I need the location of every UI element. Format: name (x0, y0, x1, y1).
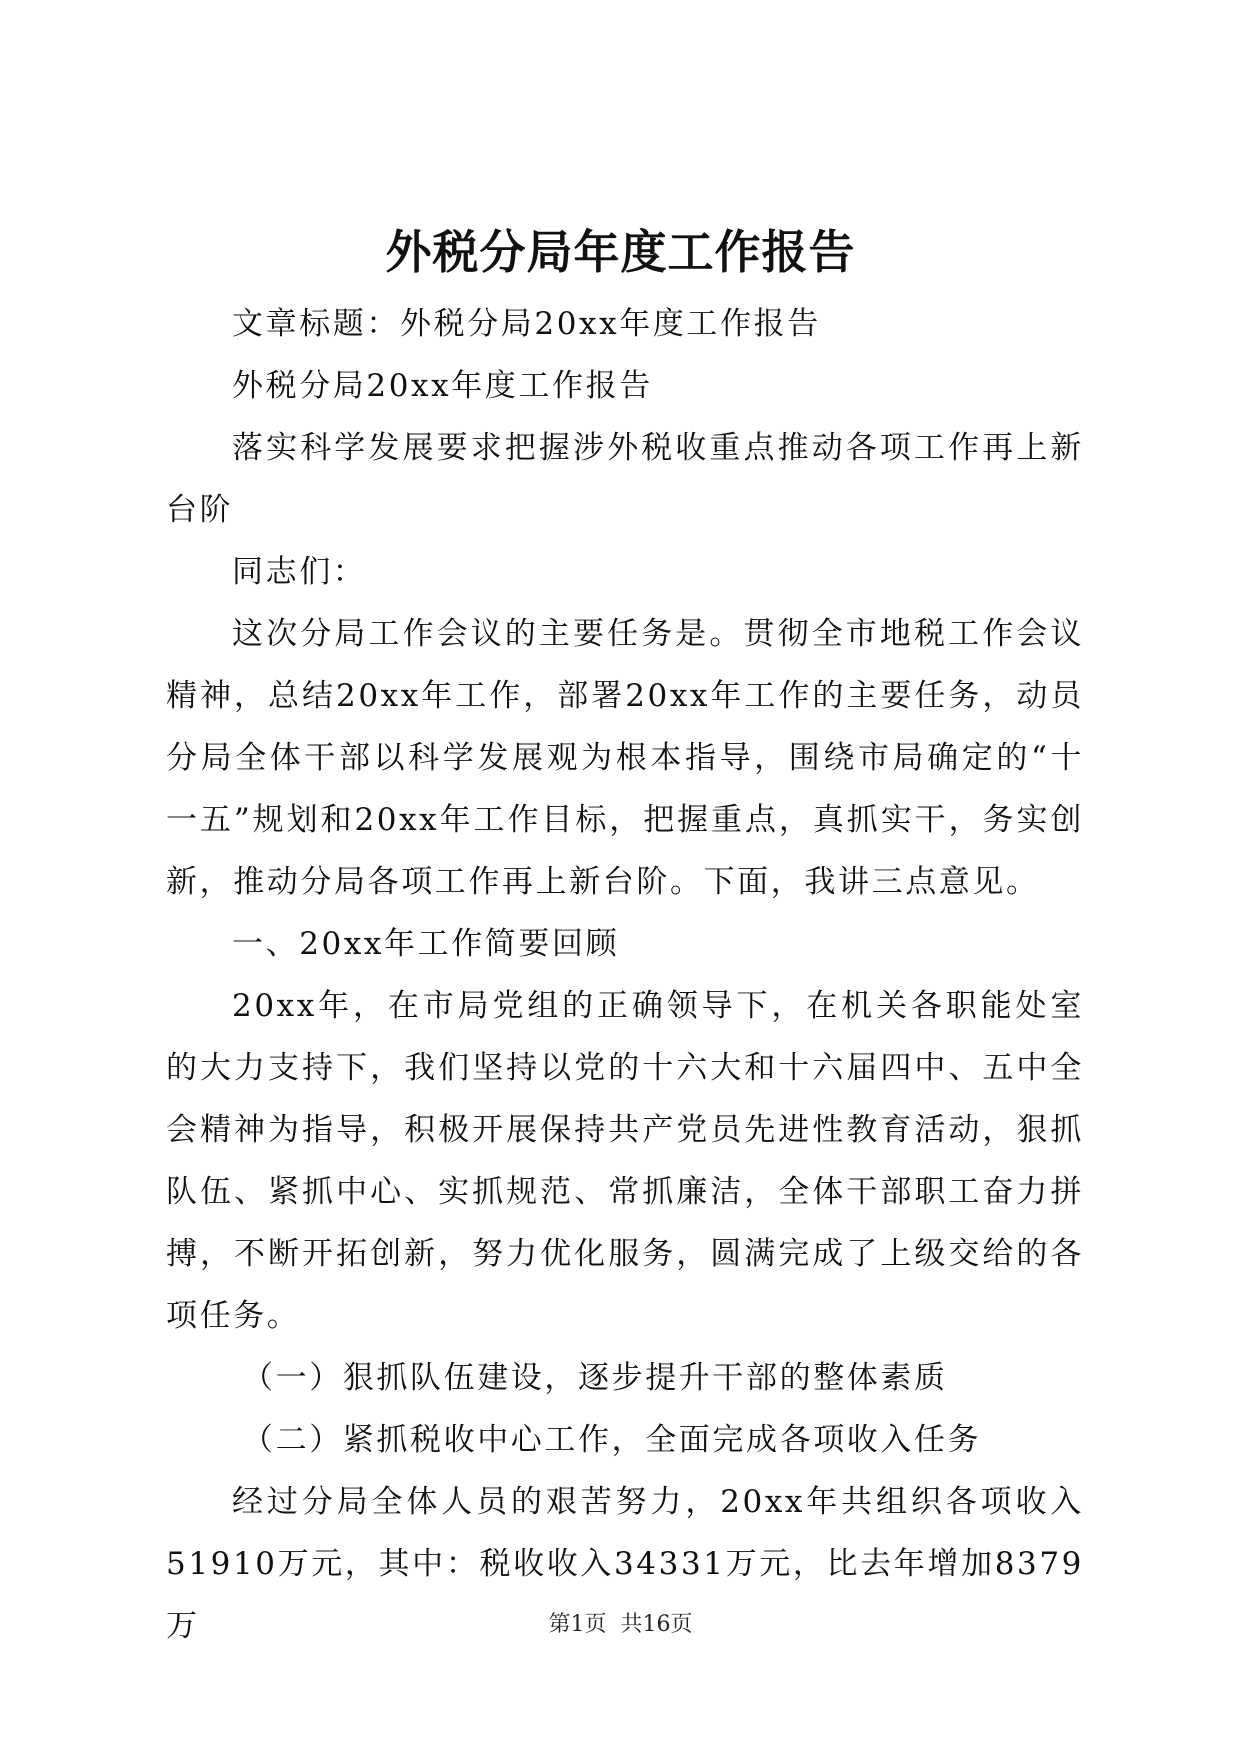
section-heading-1: 一、20xx年工作简要回顾 (232, 926, 620, 962)
page-number: 第1页 (548, 1612, 607, 1637)
document-body (166, 293, 1084, 1657)
salutation: 同志们： (232, 554, 367, 590)
report-name-line: 外税分局20xx年度工作报告 (232, 368, 653, 404)
page-footer (0, 1610, 1241, 1640)
document-title: 外税分局年度工作报告 (385, 225, 856, 279)
subsection-heading-1: （一）狠抓队伍建设，逐步提升干部的整体素质 (242, 1360, 948, 1396)
intro-paragraph: 这次分局工作会议的主要任务是。贯彻全市地税工作会议精神，总结20xx年工作，部署20xx年工作的主要任务，动员分局全体干部以科学发展观为根本指导，围绕市局确定的“十一五”规划和20xx年工作目标，把握重点，真抓实干，务实创新，推动分局各项工作再上新台阶。下面，我讲三点意见。 (166, 616, 1084, 900)
subsection-heading-2: （二）紧抓税收中心工作，全面完成各项收入任务 (242, 1422, 982, 1458)
article-title-line: 文章标题：外税分局20xx年度工作报告 (232, 306, 821, 342)
page-total: 共16页 (620, 1612, 693, 1637)
revenue-paragraph: 经过分局全体人员的艰苦努力，20xx年共组织各项收入51910万元，其中：税收收入34331万元，比去年增加8379万 (166, 1484, 1084, 1644)
review-paragraph: 20xx年，在市局党组的正确领导下，在机关各职能处室的大力支持下，我们坚持以党的十六大和十六届四中、五中全会精神为指导，积极开展保持共产党员先进性教育活动，狠抓队伍、紧抓中心、实抓规范、常抓廉洁，全体干部职工奋力拼搏，不断开拓创新，努力优化服务，圆满完成了上级交给的各项任务。 (166, 988, 1084, 1334)
report-subtitle: 落实科学发展要求把握涉外税收重点推动各项工作再上新台阶 (166, 430, 1084, 528)
